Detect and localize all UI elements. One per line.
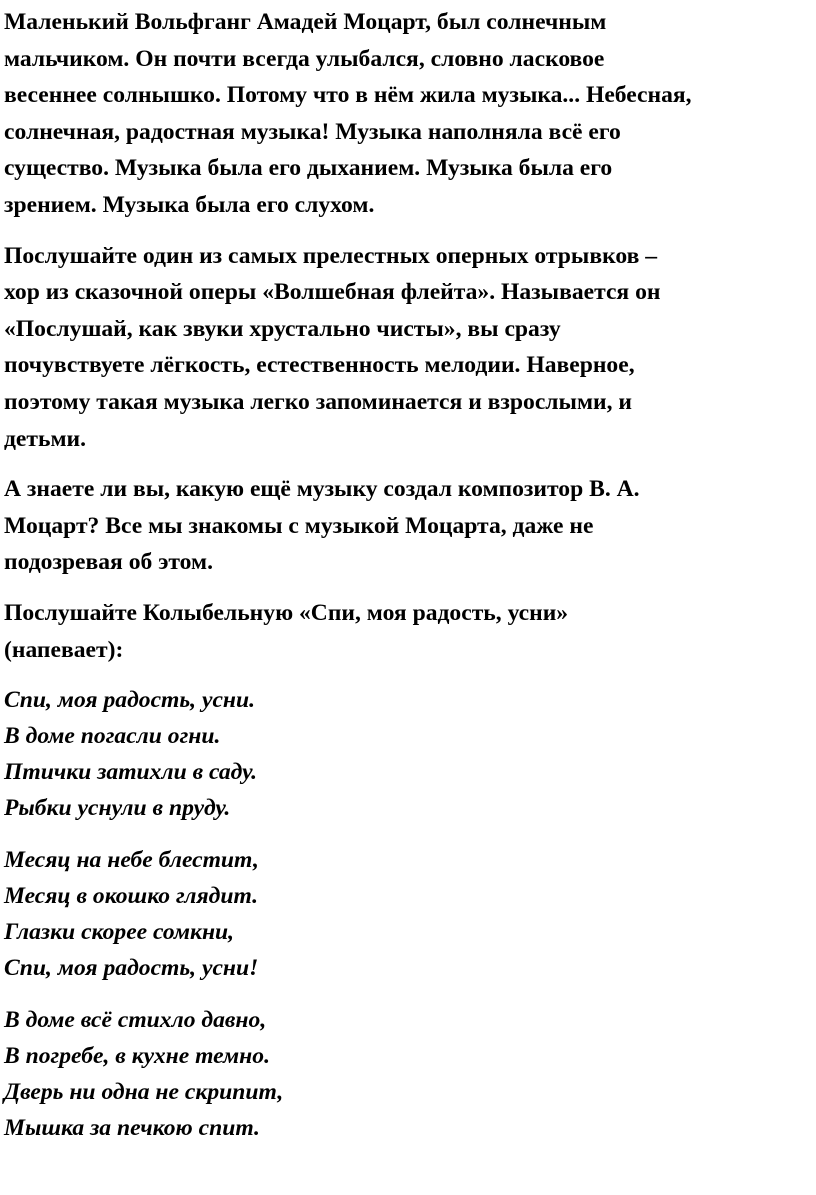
paragraph-lullaby-intro	[4, 595, 812, 668]
verse-line: Месяц в окошко глядит.	[4, 883, 258, 910]
text-line: существо. Музыка была его дыханием. Музыка была его	[4, 155, 613, 182]
verse-line: Рыбки уснули в пруду.	[4, 795, 231, 822]
verse-line: Птички затихли в саду.	[4, 759, 257, 786]
verse-line: В доме погасли огни.	[4, 723, 221, 750]
paragraph-intro	[4, 4, 812, 224]
text-line: подозревая об этом.	[4, 549, 214, 576]
verse-line: Спи, моя радость, усни!	[4, 955, 259, 982]
verse-line: Глазки скорее сомкни,	[4, 919, 235, 946]
verse-line: В погребе, в кухне темно.	[4, 1043, 270, 1070]
lullaby-verse-3	[4, 1002, 812, 1146]
text-line: Послушайте Колыбельную «Спи, моя радость, усни»	[4, 599, 569, 626]
paragraph-magic-flute	[4, 238, 812, 458]
text-line: А знаете ли вы, какую ещё музыку создал композитор В. А.	[4, 476, 640, 503]
text-line: зрением. Музыка была его слухом.	[4, 191, 375, 218]
text-line: мальчиком. Он почти всегда улыбался, словно ласковое	[4, 45, 605, 72]
lullaby-verse-1	[4, 682, 812, 826]
text-line: детьми.	[4, 425, 87, 452]
text-line: Моцарт? Все мы знакомы с музыкой Моцарта, даже не	[4, 512, 594, 539]
verse-line: Месяц на небе блестит,	[4, 847, 259, 874]
verse-line: Мышка за печкою спит.	[4, 1115, 260, 1142]
verse-line: Спи, моя радость, усни.	[4, 687, 256, 714]
text-line: хор из сказочной оперы «Волшебная флейта». Называется он	[4, 279, 661, 306]
text-line: Послушайте один из самых прелестных оперных отрывков –	[4, 242, 658, 269]
text-line: солнечная, радостная музыка! Музыка наполняла всё его	[4, 118, 621, 145]
lullaby-verse-2	[4, 842, 812, 986]
text-line: поэтому такая музыка легко запоминается и взрослыми, и	[4, 388, 633, 415]
verse-line: Дверь ни одна не скрипит,	[4, 1079, 284, 1106]
paragraph-question	[4, 471, 812, 581]
text-line: «Послушай, как звуки хрустально чисты», вы сразу	[4, 315, 561, 342]
verse-line: В доме всё стихло давно,	[4, 1007, 267, 1034]
text-line: (напевает):	[4, 636, 124, 663]
text-line: Маленький Вольфганг Амадей Моцарт, был солнечным	[4, 9, 607, 35]
text-line: весеннее солнышко. Потому что в нём жила музыка... Небесная,	[4, 82, 692, 109]
text-line: почувствуете лёгкость, естественность мелодии. Наверное,	[4, 352, 635, 379]
